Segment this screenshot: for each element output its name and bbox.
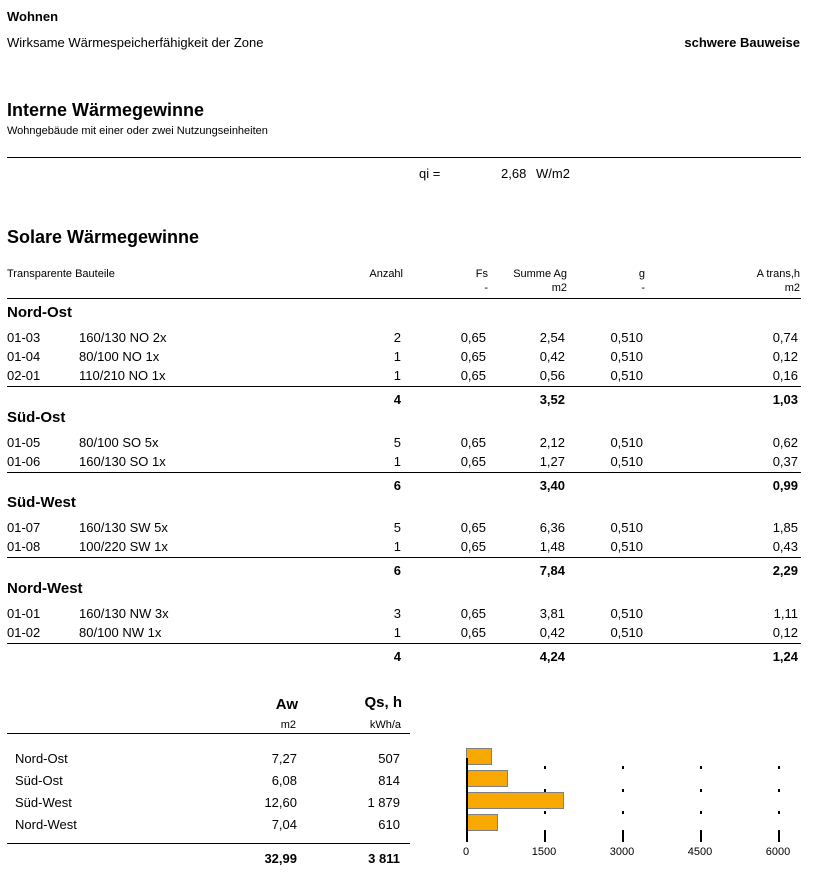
- col-ag-unit: m2: [551, 282, 567, 294]
- summary-header-rule: [7, 733, 410, 734]
- row-ag: 2,12: [539, 435, 565, 450]
- row-ag: 0,42: [539, 349, 565, 364]
- row-desc: 160/130 NW 3x: [79, 606, 169, 621]
- total-ag: 7,84: [539, 563, 565, 578]
- chart-tick-mark: [466, 830, 468, 842]
- row-g: 0,510: [610, 368, 643, 383]
- row-anzahl: 5: [393, 520, 401, 535]
- row-fs: 0,65: [460, 435, 486, 450]
- row-desc: 80/100 NW 1x: [79, 625, 162, 640]
- row-anzahl: 1: [393, 539, 401, 554]
- row-id: 01-04: [7, 349, 41, 364]
- row-fs: 0,65: [460, 539, 486, 554]
- summary-row-aw: 12,60: [264, 795, 297, 810]
- row-fs: 0,65: [460, 330, 486, 345]
- group-title: Nord-West: [7, 580, 83, 597]
- qi-label: qi =: [419, 166, 441, 181]
- total-atrans: 1,03: [772, 392, 798, 407]
- chart-tick-mark: [622, 830, 624, 842]
- row-anzahl: 3: [393, 606, 401, 621]
- capacity-label: Wirksame Wärmespeicherfähigkeit der Zone: [7, 35, 264, 50]
- chart-grid-dot: [700, 811, 702, 814]
- row-ag: 6,36: [539, 520, 565, 535]
- col-bauteile: Transparente Bauteile: [7, 268, 115, 280]
- chart-bar: [466, 748, 492, 765]
- row-fs: 0,65: [460, 349, 486, 364]
- summary-total-aw: 32,99: [264, 851, 297, 866]
- aw-unit: m2: [280, 719, 296, 731]
- summary-total-rule: [7, 843, 410, 844]
- chart-grid-dot: [544, 811, 546, 814]
- total-ag: 4,24: [539, 649, 565, 664]
- summary-row-qs: 507: [378, 751, 400, 766]
- col-ag: Summe Ag: [513, 268, 567, 280]
- col-atrans-unit: m2: [784, 282, 800, 294]
- row-desc: 80/100 SO 5x: [79, 435, 159, 450]
- total-anzahl: 6: [393, 563, 401, 578]
- row-anzahl: 5: [393, 435, 401, 450]
- chart-grid-dot: [700, 789, 702, 792]
- chart-tick-mark: [778, 830, 780, 842]
- row-fs: 0,65: [460, 625, 486, 640]
- chart-grid-dot: [778, 766, 780, 769]
- chart-grid-dot: [622, 811, 624, 814]
- row-desc: 160/130 NO 2x: [79, 330, 167, 345]
- row-desc: 100/220 SW 1x: [79, 539, 168, 554]
- qs-label: Qs, h: [364, 694, 402, 711]
- row-anzahl: 1: [393, 349, 401, 364]
- group-total-rule: [7, 472, 801, 473]
- row-atrans: 0,74: [772, 330, 798, 345]
- row-id: 01-06: [7, 454, 41, 469]
- group-title: Süd-Ost: [7, 409, 66, 426]
- chart-grid-dot: [544, 766, 546, 769]
- row-g: 0,510: [610, 454, 643, 469]
- summary-row-name: Nord-Ost: [15, 751, 68, 766]
- summary-row-name: Süd-Ost: [15, 773, 63, 788]
- row-ag: 2,54: [539, 330, 565, 345]
- row-g: 0,510: [610, 349, 643, 364]
- row-fs: 0,65: [460, 606, 486, 621]
- solar-title: Solare Wärmegewinne: [7, 227, 200, 247]
- row-fs: 0,65: [460, 520, 486, 535]
- row-ag: 0,42: [539, 625, 565, 640]
- total-atrans: 1,24: [772, 649, 798, 664]
- row-atrans: 0,12: [772, 349, 798, 364]
- chart-tick-mark: [544, 830, 546, 842]
- chart-tick-label: 6000: [765, 846, 791, 858]
- col-g: g: [638, 268, 645, 280]
- group-total-rule: [7, 557, 801, 558]
- chart-grid-dot: [700, 766, 702, 769]
- chart-grid-dot: [622, 766, 624, 769]
- group-title: Süd-West: [7, 494, 76, 511]
- row-id: 01-03: [7, 330, 41, 345]
- chart-tick-mark: [700, 830, 702, 842]
- zone-title: Wohnen: [7, 9, 59, 24]
- group-total-rule: [7, 386, 801, 387]
- row-g: 0,510: [610, 539, 643, 554]
- col-g-unit: -: [641, 282, 645, 294]
- row-atrans: 1,85: [772, 520, 798, 535]
- row-desc: 110/210 NO 1x: [79, 368, 166, 383]
- row-atrans: 0,43: [772, 539, 798, 554]
- total-anzahl: 6: [393, 478, 401, 493]
- row-g: 0,510: [610, 520, 643, 535]
- chart-grid-dot: [778, 811, 780, 814]
- row-ag: 1,27: [539, 454, 565, 469]
- summary-total-qs: 3 811: [368, 851, 400, 866]
- row-atrans: 0,12: [772, 625, 798, 640]
- chart-tick-label: 0: [462, 846, 470, 858]
- row-id: 01-05: [7, 435, 41, 450]
- row-ag: 0,56: [539, 368, 565, 383]
- col-fs-unit: -: [484, 282, 488, 294]
- group-title: Nord-Ost: [7, 304, 72, 321]
- chart-bar: [466, 770, 508, 787]
- col-fs: Fs: [475, 268, 488, 280]
- total-atrans: 2,29: [772, 563, 798, 578]
- row-desc: 80/100 NO 1x: [79, 349, 160, 364]
- row-g: 0,510: [610, 625, 643, 640]
- row-anzahl: 1: [393, 454, 401, 469]
- chart-tick-label: 3000: [609, 846, 635, 858]
- summary-row-name: Süd-West: [15, 795, 72, 810]
- summary-row-aw: 6,08: [271, 773, 297, 788]
- total-ag: 3,52: [539, 392, 565, 407]
- row-atrans: 1,11: [773, 606, 798, 621]
- row-anzahl: 1: [393, 368, 401, 383]
- total-anzahl: 4: [393, 392, 401, 407]
- summary-row-qs: 814: [378, 773, 400, 788]
- row-atrans: 0,62: [772, 435, 798, 450]
- row-id: 01-07: [7, 520, 41, 535]
- row-g: 0,510: [610, 330, 643, 345]
- internal-subtitle: Wohngebäude mit einer oder zwei Nutzungseinheiten: [7, 125, 268, 137]
- summary-row-name: Nord-West: [15, 817, 77, 832]
- row-fs: 0,65: [460, 454, 486, 469]
- row-id: 01-08: [7, 539, 41, 554]
- qi-value: 2,68: [501, 166, 527, 181]
- divider: [7, 157, 801, 158]
- total-anzahl: 4: [393, 649, 401, 664]
- chart-grid-dot: [544, 789, 546, 792]
- row-ag: 1,48: [539, 539, 565, 554]
- internal-title: Interne Wärmegewinne: [7, 100, 205, 120]
- row-atrans: 0,16: [772, 368, 798, 383]
- chart-grid-dot: [622, 789, 624, 792]
- row-g: 0,510: [610, 606, 643, 621]
- row-g: 0,510: [610, 435, 643, 450]
- row-id: 01-02: [7, 625, 41, 640]
- summary-row-aw: 7,04: [271, 817, 297, 832]
- group-total-rule: [7, 643, 801, 644]
- summary-row-qs: 610: [378, 817, 400, 832]
- col-anzahl: Anzahl: [369, 268, 403, 280]
- aw-label: Aw: [275, 696, 298, 713]
- chart-axis-line: [466, 758, 468, 840]
- row-id: 01-01: [7, 606, 41, 621]
- chart-tick-label: 4500: [687, 846, 713, 858]
- row-fs: 0,65: [460, 368, 486, 383]
- summary-row-aw: 7,27: [271, 751, 297, 766]
- row-ag: 3,81: [539, 606, 565, 621]
- chart-bar: [466, 792, 564, 809]
- row-anzahl: 1: [393, 625, 401, 640]
- row-atrans: 0,37: [772, 454, 798, 469]
- row-desc: 160/130 SO 1x: [79, 454, 166, 469]
- summary-row-qs: 1 879: [367, 795, 400, 810]
- table-header-rule: [7, 298, 801, 299]
- qs-unit: kWh/a: [369, 719, 401, 731]
- capacity-value: schwere Bauweise: [684, 35, 800, 50]
- chart-bar: [466, 814, 498, 831]
- row-desc: 160/130 SW 5x: [79, 520, 168, 535]
- qi-unit: W/m2: [536, 166, 570, 181]
- row-anzahl: 2: [393, 330, 401, 345]
- col-atrans: A trans,h: [756, 268, 800, 280]
- row-id: 02-01: [7, 368, 41, 383]
- chart-tick-label: 1500: [531, 846, 557, 858]
- total-atrans: 0,99: [772, 478, 798, 493]
- chart-grid-dot: [778, 789, 780, 792]
- total-ag: 3,40: [539, 478, 565, 493]
